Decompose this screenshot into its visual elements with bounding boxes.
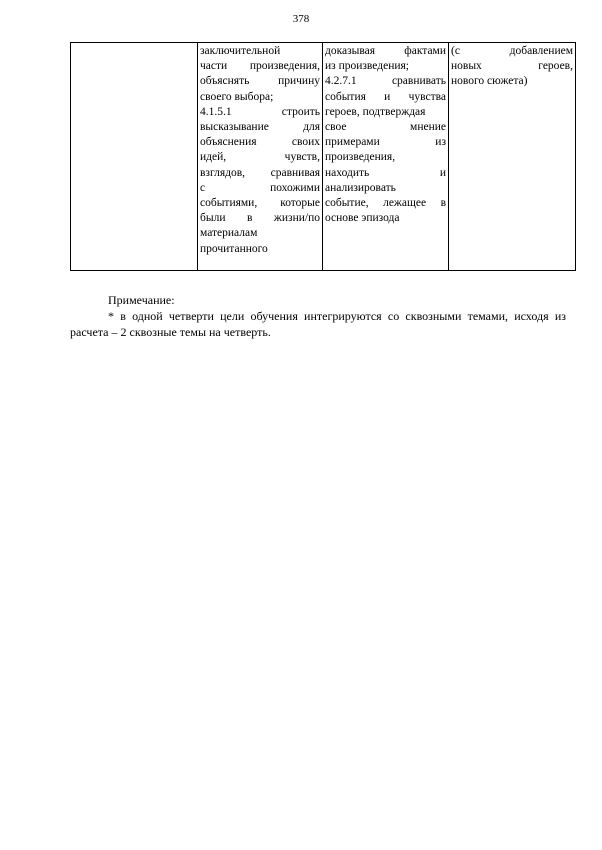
cell-word: сравнивать xyxy=(391,75,446,88)
cell-text-line xyxy=(325,59,446,74)
cell-text-line xyxy=(451,74,573,89)
cell-text-line xyxy=(200,135,320,150)
cell-word: в xyxy=(440,197,446,210)
cell-word: анализировать xyxy=(325,181,396,194)
cell-word: и xyxy=(384,90,391,103)
table-cell-learning-goals xyxy=(198,43,323,271)
cell-word: похожими xyxy=(270,181,320,194)
cell-word: доказывая xyxy=(325,45,376,57)
cell-text-line xyxy=(325,90,446,105)
cell-text-line xyxy=(325,181,446,196)
cell-word: произведения, xyxy=(325,151,396,164)
cell-word: героев, xyxy=(538,60,573,73)
cell-word: сравнивая xyxy=(270,166,320,179)
cell-word: жизни/по xyxy=(273,212,320,225)
table-cell-task-notes xyxy=(449,43,576,271)
cell-word: объяснения xyxy=(200,136,257,149)
curriculum-table xyxy=(70,42,576,271)
cell-word: 4.1.5.1 xyxy=(200,105,232,118)
cell-word: героев, подтверждая xyxy=(325,105,426,118)
cell-word: из xyxy=(435,136,446,149)
cell-word: взглядов, xyxy=(200,166,246,179)
cell-word: для xyxy=(303,121,320,134)
cell-word: чувств, xyxy=(284,151,320,164)
cell-word: произведения, xyxy=(249,60,320,73)
cell-word: (с xyxy=(451,45,460,57)
page-number: 378 xyxy=(292,13,310,25)
cell-text-line xyxy=(200,44,320,59)
table-cell-assessment-criteria xyxy=(323,43,449,271)
cell-word: нового сюжета) xyxy=(451,75,528,88)
cell-text-line xyxy=(200,150,320,165)
cell-text-line xyxy=(200,59,320,74)
cell-word: свое xyxy=(325,121,347,134)
cell-word: были xyxy=(200,212,226,225)
cell-text-line xyxy=(325,74,446,89)
cell-text-line xyxy=(200,226,320,241)
cell-word: своих xyxy=(291,136,320,149)
cell-text-line xyxy=(200,166,320,181)
cell-word: основе эпизода xyxy=(325,212,400,225)
table-row xyxy=(71,43,576,271)
table-cell-empty xyxy=(71,43,198,271)
cell-word: мнение xyxy=(410,121,446,134)
cell-word: своего выбора; xyxy=(200,90,274,103)
cell-word: событие, xyxy=(325,197,369,210)
cell-word: событиями, xyxy=(200,197,258,210)
cell-text-line xyxy=(200,196,320,211)
cell-text-line xyxy=(200,181,320,196)
cell-word: фактами xyxy=(404,45,446,57)
note-title: Примечание: xyxy=(108,293,175,307)
cell-word: в xyxy=(246,212,253,225)
cell-word: объяснять xyxy=(200,75,250,88)
cell-word: 4.2.7.1 xyxy=(325,75,357,88)
cell-word: которые xyxy=(280,197,320,210)
cell-word: заключительной xyxy=(200,45,281,57)
cell-word: примерами xyxy=(325,136,380,149)
cell-word: добавлением xyxy=(509,45,573,57)
cell-word: лежащее xyxy=(383,197,427,210)
cell-text-line xyxy=(325,150,446,165)
note-text: * в одной четверти цели обучения интегрируются со сквозными темами, исходя из расчета – 2 сквозные темы на четверть. xyxy=(70,309,566,339)
cell-word: находить xyxy=(325,166,370,179)
cell-text-line xyxy=(451,59,573,74)
cell-word: чувства xyxy=(408,90,446,103)
cell-word: прочитанного xyxy=(200,242,268,255)
cell-word: строить xyxy=(281,105,320,118)
cell-word: высказывание xyxy=(200,121,269,134)
cell-word: новых xyxy=(451,60,482,73)
cell-text-line xyxy=(200,74,320,89)
cell-text-line xyxy=(200,242,320,257)
cell-text-line xyxy=(325,105,446,120)
cell-text-line xyxy=(451,44,573,59)
cell-text-line xyxy=(200,105,320,120)
cell-word: события xyxy=(325,90,366,103)
cell-word: части xyxy=(200,60,228,73)
cell-word: из произведения; xyxy=(325,60,409,73)
cell-word: и xyxy=(439,166,446,179)
cell-text-line xyxy=(325,196,446,211)
cell-text-line xyxy=(325,120,446,135)
cell-word: причину xyxy=(278,75,320,88)
cell-text-line xyxy=(200,120,320,135)
cell-text-line xyxy=(325,135,446,150)
cell-text-line xyxy=(200,211,320,226)
cell-word: идей, xyxy=(200,151,227,164)
cell-word: материалам xyxy=(200,227,258,240)
cell-text-line xyxy=(325,211,446,226)
cell-text-line xyxy=(325,166,446,181)
cell-word: с xyxy=(200,181,206,194)
cell-text-line xyxy=(325,44,446,59)
cell-text-line xyxy=(200,90,320,105)
